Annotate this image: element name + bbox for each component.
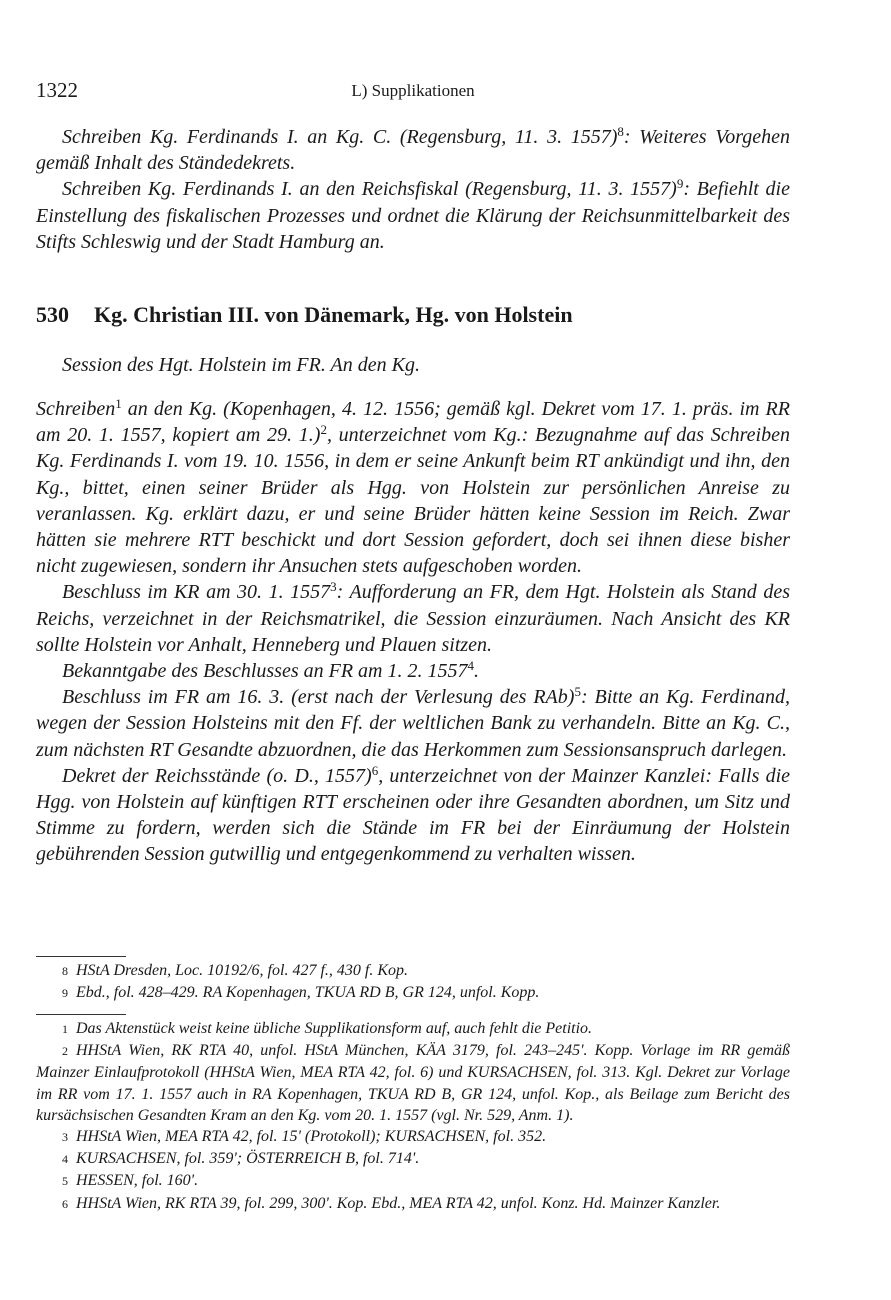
footnote: 1 Das Aktenstück weist keine übliche Supplikationsform auf, auch fehlt die Petitio. — [36, 1018, 790, 1040]
footnote-mark: 3 — [62, 1130, 68, 1145]
intro-section — [36, 124, 790, 255]
body-paragraph: Schreiben$^1$ an den Kg. (Kopenhagen, 4. 12. 1556; gemäß kgl. Dekret vom 17. 1. präs. im RR am 20. 1. 1557, kopiert am 29. 1.)$^2$, unterzeichnet vom Kg.: Bezugnahme auf das Schreiben Kg. Ferdinands I. vom 19. 10. 1556, in dem er seine Ankunft beim RT ankündigt und ihn, den Kg., bittet, einen seiner Brüder als Hgg. von Holstein zur persönlichen Anreise zu veranlassen. Kg. erklärt dazu, er und seine Brüder hätten keine Session im Reich. Zwar hätten sie mehrere RTT beschickt und dort Session gefordert, doch sei ihnen diese bisher nicht zugewiesen, sondern ihr Ansuchen stets aufgeschoben worden. — [36, 396, 790, 578]
footnote-divider — [36, 956, 126, 957]
footnote: 2 HHStA Wien, RK RTA 40, unfol. HStA München, KÄA 3179, fol. 243–245'. Kopp. Vorlage im RR gemäß Mainzer Einlaufprotokoll (HHStA Wien, MEA RTA 42, fol. 6) und KURSACHSEN, fol. 313. Kgl. Dekret zur Vorlage im RR vom 17. 1. 1557 auch in RA Kopenhagen, TKUA RD B, GR 124, unfol. Kop., als Beilage zum Bericht des kursächsischen Gesandten Kram an den Kg. vom 20. 1. 1557 (vgl. Nr. 529, Anm. 1). — [36, 1042, 790, 1124]
intro-paragraph: Schreiben Kg. Ferdinands I. an Kg. C. (Regensburg, 11. 3. 1557)$^8$: Weiteres Vorgehen gemäß Inhalt des Ständedekrets. — [36, 124, 790, 175]
document-heading — [36, 302, 790, 328]
document-number: 530 — [36, 302, 69, 327]
footnote-ref: 8 — [617, 124, 624, 139]
footnote-ref: 1 — [115, 396, 122, 411]
footnote: 4 KURSACHSEN, fol. 359'; ÖSTERREICH B, fol. 714'. — [36, 1148, 790, 1170]
footnote: 9 Ebd., fol. 428–429. RA Kopenhagen, TKUA RD B, GR 124, unfol. Kopp. — [36, 982, 790, 1004]
running-title: L) Supplikationen — [351, 81, 475, 100]
footnote-mark: 8 — [62, 964, 68, 978]
body-paragraph: Bekanntgabe des Beschlusses an FR am 1. 2. 1557$^4$. — [62, 658, 479, 683]
footnote-ref: 3 — [330, 579, 337, 595]
footnote: 5 HESSEN, fol. 160'. — [36, 1170, 790, 1192]
body-paragraph: Beschluss im FR am 16. 3. (erst nach der Verlesung des RAb)$^5$: Bitte an Kg. Ferdinand, wegen der Session Holsteins mit den Ff. der weltlichen Bank zu verhandeln. Bitte an Kg. C., zum nächsten RT Gesandte abzuordnen, die das Herkommen zum Sessionsanspruch darlegen. — [36, 684, 790, 761]
footnote: 3 HHStA Wien, MEA RTA 42, fol. 15' (Protokoll); KURSACHSEN, fol. 352. — [36, 1126, 790, 1148]
footnote-divider — [36, 1014, 126, 1015]
footnote: 8 HStA Dresden, Loc. 10192/6, fol. 427 f., 430 f. Kop. — [36, 960, 790, 982]
footnotes-previous — [36, 960, 790, 1004]
body-paragraph: Beschluss im KR am 30. 1. 1557$^3$: Aufforderung an FR, dem Hgt. Holstein als Stand des Reichs, verzeichnet in der Reichsmatrikel, die Session einzuräumen. Nach Ansicht des KR sollte Holstein vor Anhalt, Henneberg und Plauen sitzen. — [36, 579, 790, 656]
footnote-mark: 6 — [62, 1196, 68, 1211]
footnote-ref: 4 — [467, 658, 474, 674]
footnotes — [36, 1018, 790, 1215]
document-title: Kg. Christian III. von Dänemark, Hg. von Holstein — [94, 302, 573, 327]
body-text — [36, 396, 790, 868]
page-number: 1322 — [36, 78, 78, 102]
footnote: 6 HHStA Wien, RK RTA 39, fol. 299, 300'. Kop. Ebd., MEA RTA 42, unfol. Konz. Hd. Mainzer Kanzler. — [36, 1193, 790, 1215]
footnote-ref: 2 — [320, 422, 327, 438]
footnote-ref: 5 — [574, 684, 581, 700]
footnote-mark: 4 — [62, 1152, 68, 1167]
page-header — [36, 78, 790, 106]
body-paragraph: Dekret der Reichsstände (o. D., 1557)$^6$, unterzeichnet von der Mainzer Kanzlei: Falls die Hgg. von Holstein auf künftigen RTT erscheinen oder ihre Gesandten abordnen, um Sitz und Stimme zu fordern, werden sich die Stände im FR bei der Einräumung der Holstein gebührenden Session gutwillig und entgegenkommend zu verhalten wissen. — [36, 762, 791, 866]
footnote-mark: 1 — [62, 1022, 68, 1036]
footnote-mark: 2 — [62, 1044, 68, 1059]
footnote-ref: 9 — [676, 176, 684, 192]
footnote-mark: 5 — [62, 1174, 68, 1189]
footnote-mark: 9 — [62, 986, 68, 1001]
document-subtitle: Session des Hgt. Holstein im FR. An den Kg. — [62, 354, 420, 376]
intro-paragraph: Schreiben Kg. Ferdinands I. an den Reichsfiskal (Regensburg, 11. 3. 1557)$^9$: Befiehlt die Einstellung des fiskalischen Prozesses und ordnet die Klärung der Reichsunmittelbarkeit des Stifts Schleswig und der Stadt Hamburg an. — [36, 176, 790, 253]
footnote-ref: 6 — [371, 762, 379, 778]
